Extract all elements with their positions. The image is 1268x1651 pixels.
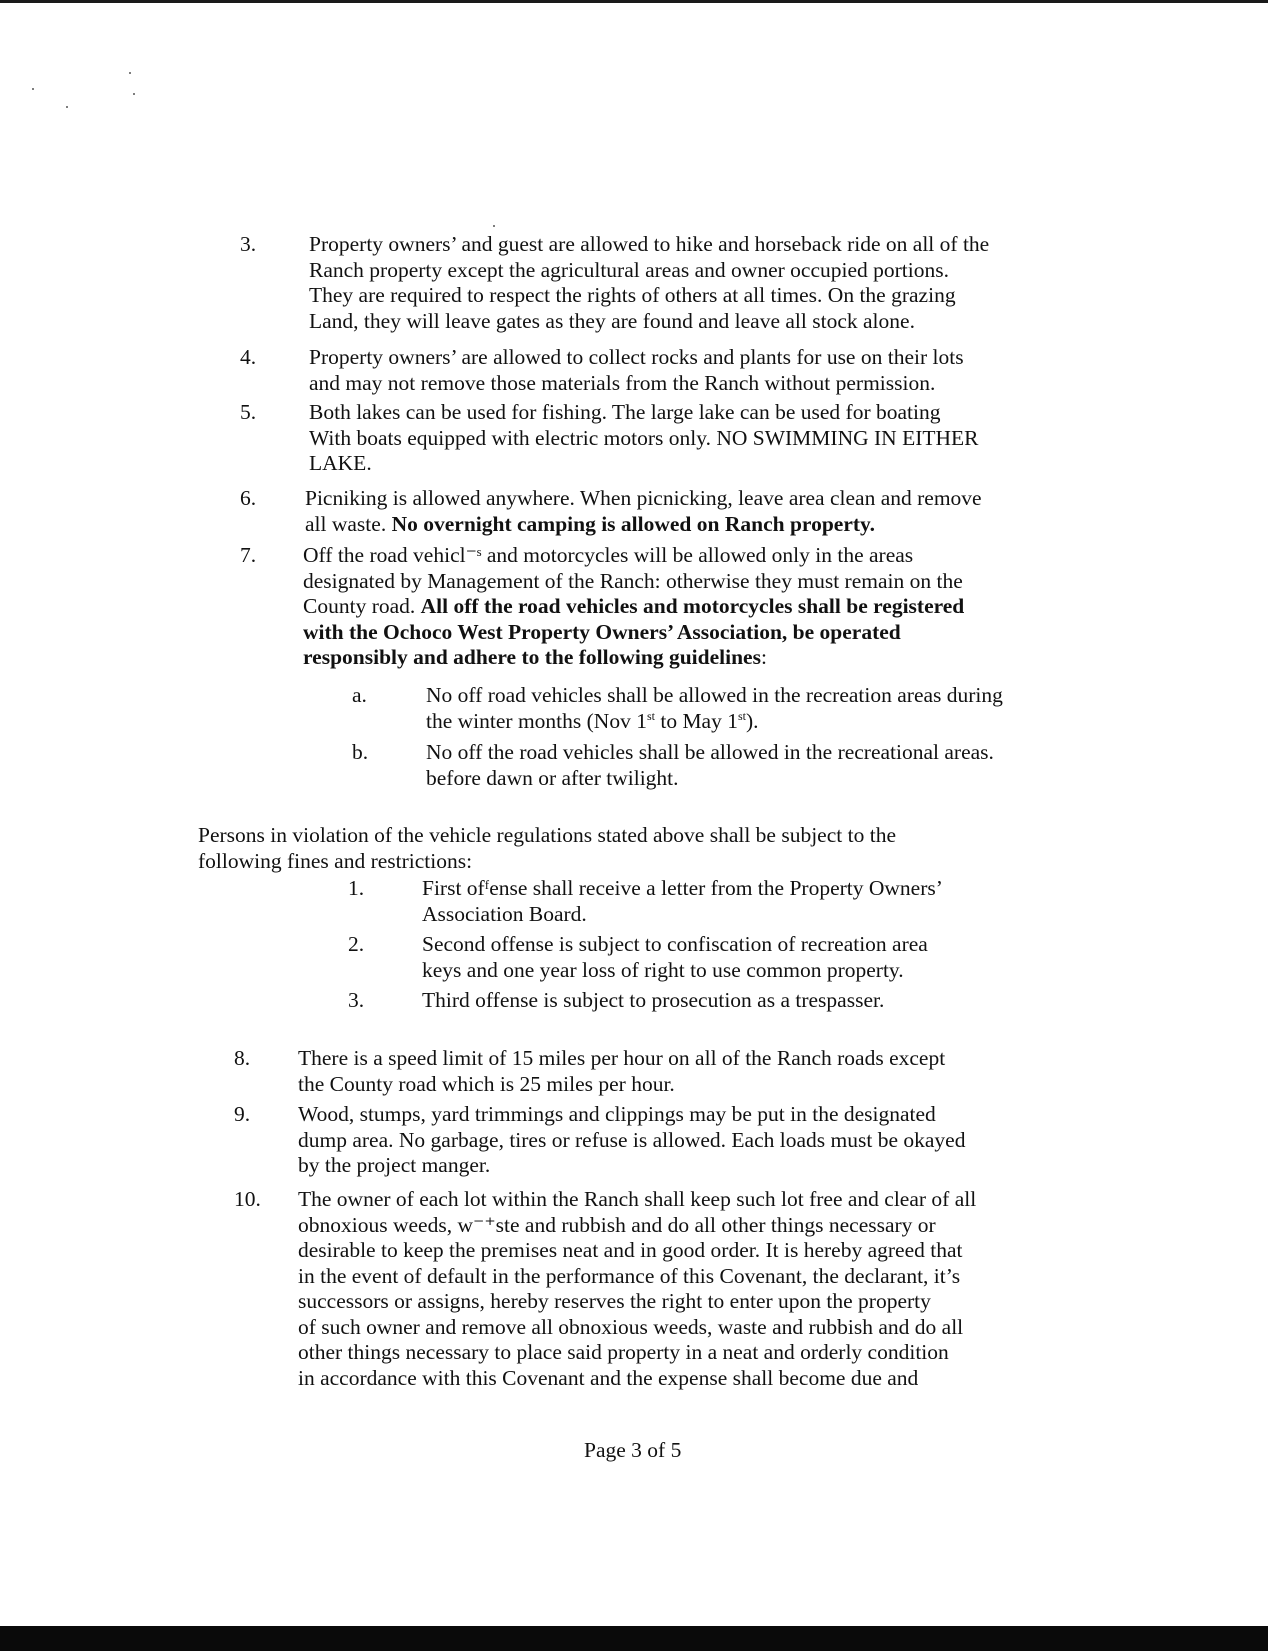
text-line: Land, they will leave gates as they are found and leave all stock alone. [309,308,915,333]
item-number: 6. [240,486,257,510]
bold-text: responsibly and adhere to the following guidelines [303,645,761,669]
text-run: ). [746,708,759,733]
page-number: Page 3 of 5 [584,1438,682,1462]
text-line [305,512,982,538]
text-line: obnoxious weeds, w⁻⁺ste and rubbish and do all other things necessary or [298,1212,936,1237]
item-number: 8. [234,1046,251,1070]
item-text [305,486,982,537]
text-line: No off road vehicles shall be allowed in the recreation areas during [426,683,1003,707]
text-run: County road. [303,594,421,618]
text-line: First ofᶠense shall receive a letter from the Property Owners’ [422,876,943,900]
text-line: Association Board. [422,901,587,926]
violation-intro [198,823,896,874]
text-line: LAKE. [309,451,372,475]
item-text [298,1102,965,1179]
item-text [309,400,979,477]
item-text [422,932,928,983]
scan-bottom-edge [0,1626,1268,1651]
text-line: The owner of each lot within the Ranch shall keep such lot free and clear of all [298,1187,977,1211]
item-number: 3. [348,988,365,1012]
item-number: 7. [240,543,257,567]
text-line: Property owners’ are allowed to collect rocks and plants for use on their lots [309,345,964,369]
item-text [422,988,884,1014]
item-letter: b. [352,740,369,764]
item-text [303,543,964,671]
text-line: There is a speed limit of 15 miles per hour on all of the Ranch roads except [298,1046,946,1070]
text-line: Second offense is subject to confiscation of recreation area [422,932,928,956]
item-number: 5. [240,400,257,424]
item-letter: a. [352,683,367,707]
item-text [298,1187,976,1391]
text-line: Third offense is subject to prosecution as a trespasser. [422,988,885,1012]
text-line: successors or assigns, hereby reserves the right to enter upon the property [298,1289,931,1313]
text-line: with the Ochoco West Property Owners’ Association, be operated [303,619,901,644]
item-number: 1. [348,876,365,900]
text-line: dump area. No garbage, tires or refuse is allowed. Each loads must be okayed [298,1127,966,1152]
text-line: Wood, stumps, yard trimmings and clippings may be put in the designated [298,1102,936,1126]
item-text [309,232,989,334]
text-line: desirable to keep the premises neat and in good order. It is hereby agreed that [298,1238,963,1262]
text-line: the County road which is 25 miles per hour. [298,1071,675,1096]
text-line: Persons in violation of the vehicle regulations stated above shall be subject to the [198,823,896,847]
text-line [426,709,1003,735]
bold-text: No overnight camping is allowed on Ranch property. [391,511,875,536]
text-run: : [760,645,767,669]
text-line: other things necessary to place said property in a neat and orderly condition [298,1340,949,1364]
text-line: Off the road vehicl⁻ˢ and motorcycles will be allowed only in the areas [303,543,914,567]
text-line: and may not remove those materials from the Ranch without permission. [309,370,936,395]
text-line: in accordance with this Covenant and the expense shall become due and [298,1365,919,1390]
text-line [303,594,964,620]
text-line: They are required to respect the rights of others at all times. On the grazing [309,283,956,307]
text-line: keys and one year loss of right to use common property. [422,957,904,982]
text-line: by the project manger. [298,1153,491,1177]
text-line [303,645,964,671]
text-run: all waste. [305,511,392,536]
text-line: designated by Management of the Ranch: otherwise they must remain on the [303,568,963,593]
text-line: Ranch property except the agricultural areas and owner occupied portions. [309,257,949,282]
text-line: of such owner and remove all obnoxious weeds, waste and rubbish and do all [298,1314,964,1339]
text-line: following fines and restrictions: [198,848,473,873]
superscript: st [646,708,655,723]
item-text [426,740,994,791]
item-number: 3. [240,232,257,256]
text-run: the winter months (Nov 1 [426,708,647,733]
text-line: No off the road vehicles shall be allowed in the recreational areas. [426,740,994,764]
text-line: in the event of default in the performance of this Covenant, the declarant, it’s [298,1263,961,1288]
item-text [422,876,943,927]
superscript: st [737,708,746,723]
text-line: before dawn or after twilight. [426,765,679,790]
text-line: Both lakes can be used for fishing. The large lake can be used for boating [309,400,941,424]
item-number: 9. [234,1102,251,1126]
item-number: 2. [348,932,365,956]
item-number: 10. [234,1187,261,1211]
bold-text: All off the road vehicles and motorcycles shall be registered [420,594,965,618]
item-text [309,345,964,396]
text-line: With boats equipped with electric motors only. NO SWIMMING IN EITHER [309,425,979,450]
item-number: 4. [240,345,257,369]
item-text [298,1046,945,1097]
item-text [426,683,1003,734]
text-line: Property owners’ and guest are allowed to hike and horseback ride on all of the [309,232,990,256]
text-line: Picniking is allowed anywhere. When picnicking, leave area clean and remove [305,486,982,510]
text-run: to May 1 [654,708,738,733]
